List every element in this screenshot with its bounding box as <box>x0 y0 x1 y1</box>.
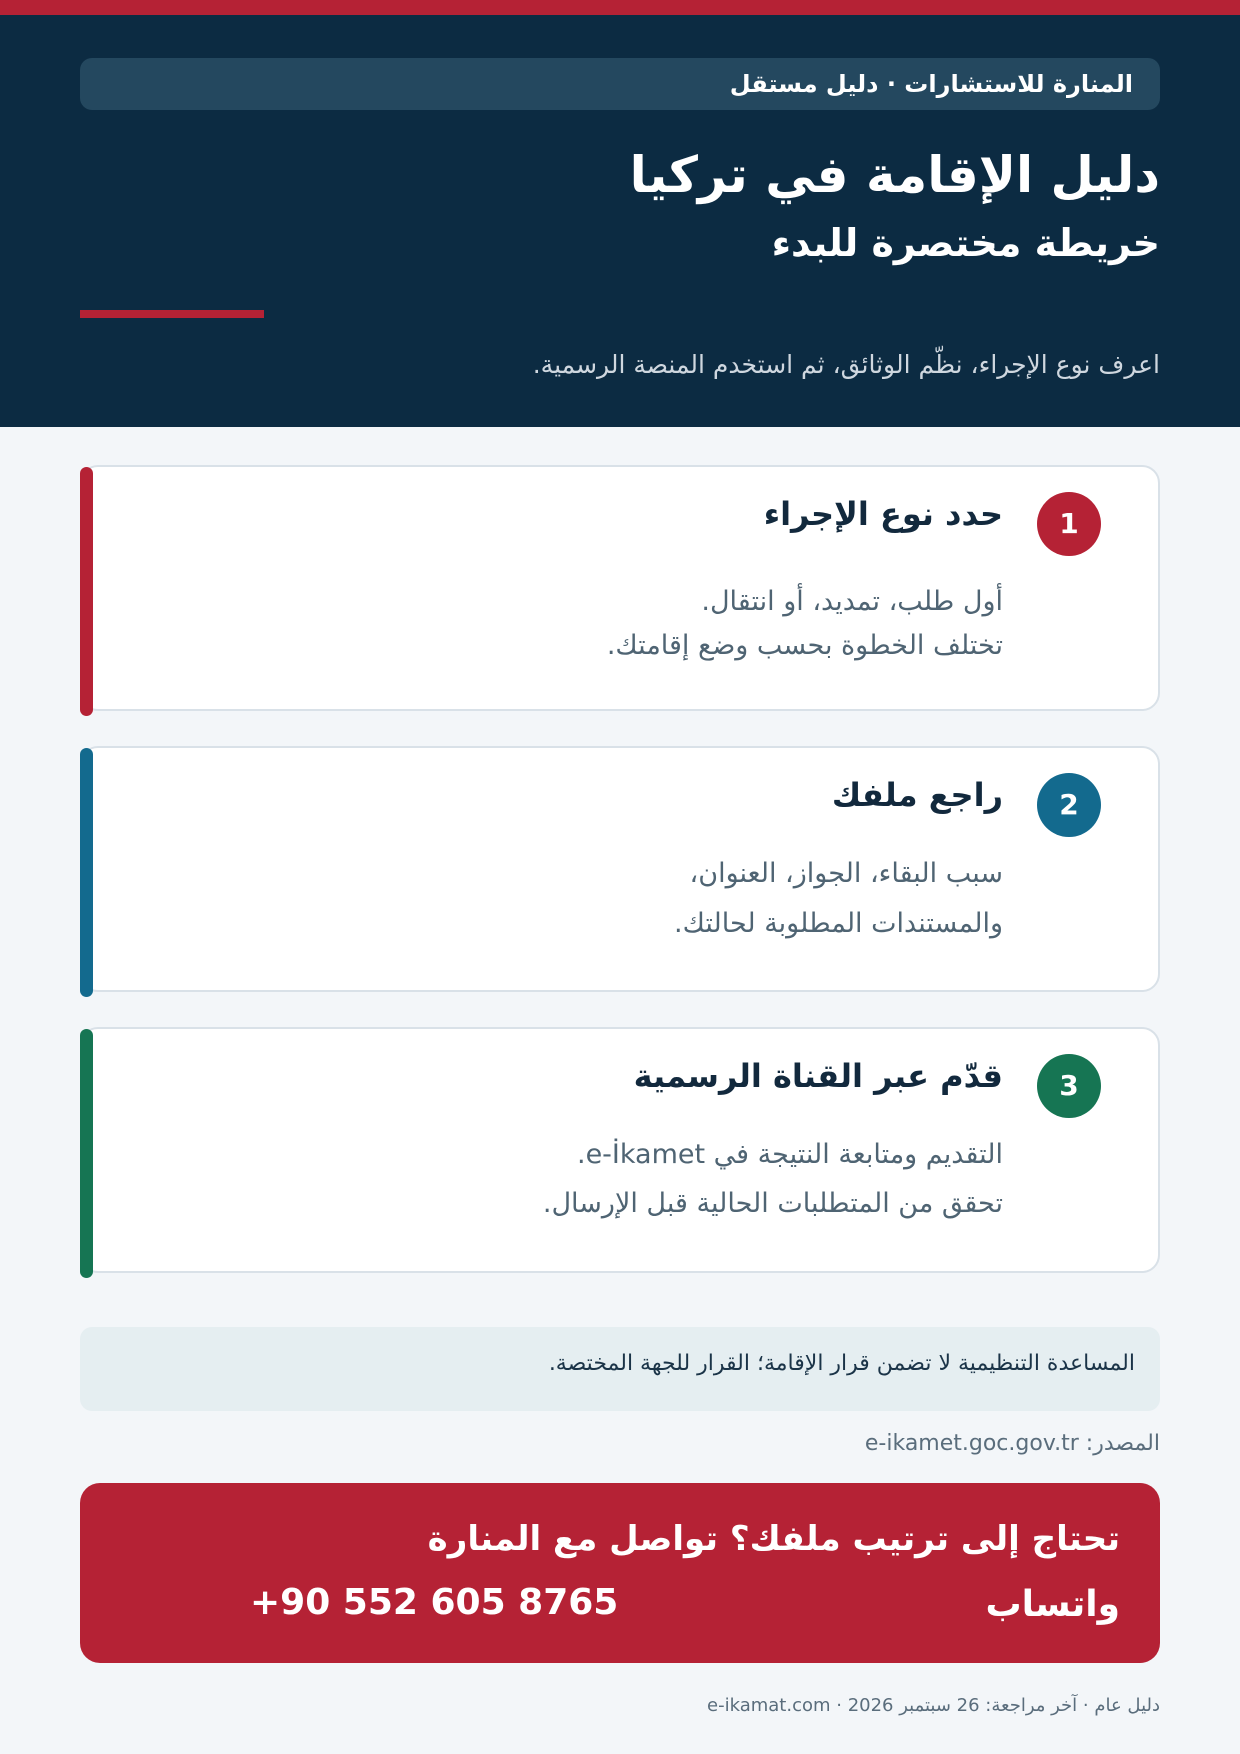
source-link[interactable]: e-ikamet.goc.gov.tr <box>864 1431 1079 1456</box>
whatsapp-label: واتساب <box>985 1584 1120 1625</box>
step-title-2: راجع ملفك <box>831 776 1003 814</box>
contact-cta-box <box>80 1483 1160 1663</box>
cta-title: تحتاج إلى ترتيب ملفك؟ تواصل مع المنارة <box>427 1519 1120 1559</box>
header-banner <box>0 15 1240 427</box>
step-title-3: قدّم عبر القناة الرسمية <box>633 1057 1003 1095</box>
whatsapp-phone-number[interactable]: +90 552 605 8765 <box>250 1582 619 1623</box>
step-card-1 <box>80 465 1160 711</box>
step-accent-bar-1 <box>80 467 93 716</box>
source-label: المصدر: <box>1085 1431 1160 1456</box>
step-line-3-2: تحقق من المتطلبات الحالية قبل الإرسال. <box>542 1188 1003 1219</box>
step-number-badge-3: 3 <box>1037 1054 1101 1118</box>
step-card-2 <box>80 746 1160 992</box>
step-accent-bar-2 <box>80 748 93 997</box>
header-tagline: اعرف نوع الإجراء، نظّم الوثائق، ثم استخدم المنصة الرسمية. <box>532 350 1160 379</box>
disclaimer-notice <box>80 1327 1160 1411</box>
step-line-3-1: التقديم ومتابعة النتيجة في e-İkamet. <box>576 1139 1003 1170</box>
footer-note: دليل عام · آخر مراجعة: 26 سبتمبر 2026 · e-ikamat.com <box>707 1695 1160 1716</box>
step-accent-bar-3 <box>80 1029 93 1278</box>
top-accent-stripe <box>0 0 1240 15</box>
page-title: دليل الإقامة في تركيا <box>629 146 1160 204</box>
brand-bar <box>80 58 1160 110</box>
step-line-2-2: والمستندات المطلوبة لحالتك. <box>674 908 1003 939</box>
step-number-badge-2: 2 <box>1037 773 1101 837</box>
step-number-badge-1: 1 <box>1037 492 1101 556</box>
page-subtitle: خريطة مختصرة للبدء <box>771 221 1160 265</box>
step-card-3 <box>80 1027 1160 1273</box>
disclaimer-text: المساعدة التنظيمية لا تضمن قرار الإقامة؛ القرار للجهة المختصة. <box>548 1351 1135 1376</box>
step-line-1-2: تختلف الخطوة بحسب وضع إقامتك. <box>606 630 1003 661</box>
brand-name: المنارة للاستشارات · دليل مستقل <box>729 70 1133 98</box>
step-line-1-1: أول طلب، تمديد، أو انتقال. <box>701 586 1003 617</box>
step-line-2-1: سبب البقاء، الجواز، العنوان، <box>689 858 1003 889</box>
header-accent-line <box>80 310 264 318</box>
source-line <box>865 1426 1160 1462</box>
step-title-1: حدد نوع الإجراء <box>763 495 1003 533</box>
